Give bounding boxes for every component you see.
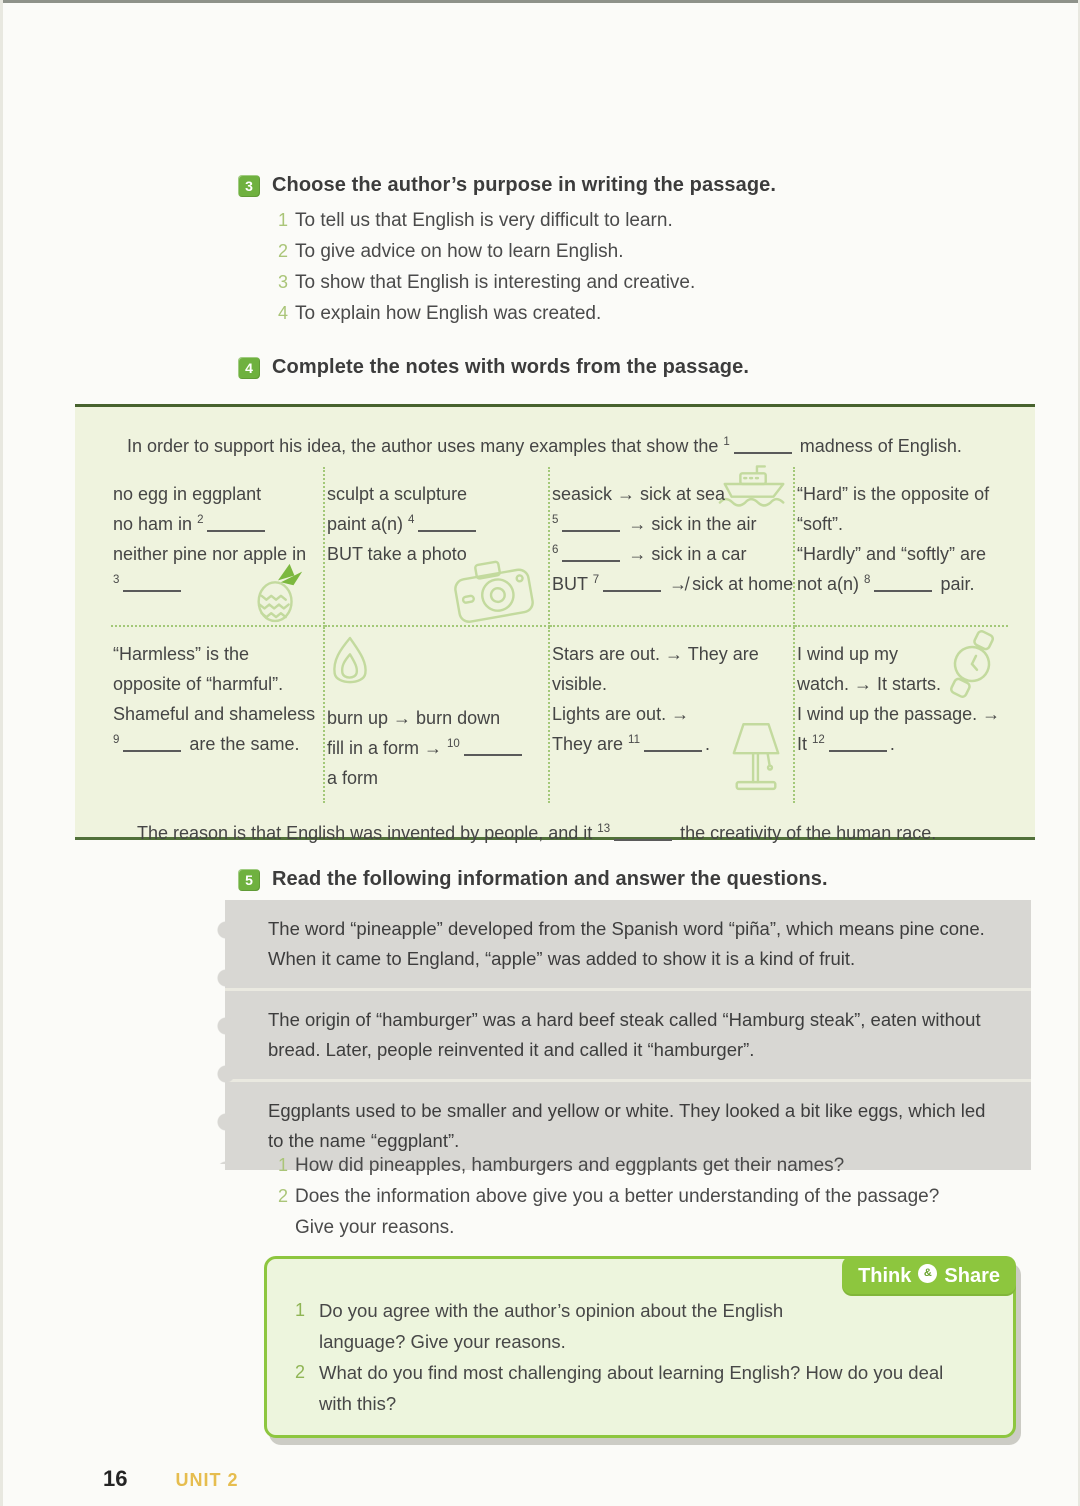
question-text: Does the information above give you a better understanding of the passage? Give your reasons. — [295, 1186, 940, 1238]
option-number: 1 — [277, 210, 288, 230]
lightbulb-icon — [918, 1264, 937, 1283]
info-paper-box — [225, 900, 1031, 1170]
option-row — [270, 267, 998, 298]
note-cell-burn: burn up → burn down fill in a form → $^{10}$ a form — [325, 627, 550, 803]
question-row — [270, 1150, 1030, 1181]
option-text: To explain how English was created. — [295, 303, 602, 324]
note-cell-wind-up: I wind up my watch. → It starts. I wind up the passage. → It $^{12}$ . — [795, 627, 1008, 803]
exercise-5-badge: 5 — [238, 869, 260, 891]
question-number: 2 — [295, 1362, 306, 1382]
option-row — [270, 298, 998, 329]
question-number: 1 — [277, 1155, 288, 1175]
question-number: 1 — [295, 1300, 306, 1320]
exercise-3-section — [238, 174, 998, 329]
think-share-tab — [842, 1256, 1016, 1296]
question-text: Do you agree with the author’s opinion about the English language? Give your reasons. — [319, 1300, 784, 1352]
info-paragraph-pineapple: The word “pineapple” developed from the Spanish word “piña”, which means pine cone. When it came to England, “apple” was added to show it is a kind of fruit. — [225, 900, 1031, 991]
page-number: 16 — [103, 1466, 128, 1491]
info-paragraph-eggplant: Eggplants used to be smaller and yellow or white. They looked a bit like eggs, which led to the name “eggplant”. — [268, 1100, 986, 1151]
info-paragraph-hamburger: The origin of “hamburger” was a hard beef steak called “Hamburg steak”, eaten without bread. Later, people reinvented it and called it “hamburger”. — [225, 991, 1031, 1082]
photo-left-edge — [0, 0, 3, 1506]
question-number: 2 — [277, 1186, 288, 1206]
exercise-5-questions — [270, 1150, 1030, 1243]
exercise-3-badge: 3 — [238, 175, 260, 197]
exercise-4-title: Complete the notes with words from the passage. — [272, 356, 749, 378]
exercise-4-badge: 4 — [238, 357, 260, 379]
note-cell-photo: sculpt a sculpture paint a(n) $^4$ BUT take a photo — [325, 467, 550, 627]
think-question-row — [295, 1295, 987, 1357]
notes-box — [75, 404, 1035, 843]
note-cell-hard-soft: “Hard” is the opposite of “soft”. “Hardly” and “softly” are not a(n) $^8$ pair. — [795, 467, 1008, 627]
question-row — [270, 1181, 1030, 1243]
exercise-3-header — [238, 174, 998, 197]
note-cell-lights: Stars are out. → They are visible. Lights are out. → They are $^{11}$ . — [550, 627, 795, 803]
notes-grid — [111, 467, 1005, 803]
note-cell-sick: seasick → sick at sea $^5$ → sick in the air $^6$ → sick in a car BUT $^7$ ↛ sick at home — [550, 467, 795, 627]
option-number: 4 — [277, 303, 288, 323]
notes-intro-line: In order to support his idea, the author uses many examples that show the $^1$ madness of English. — [127, 436, 962, 456]
option-number: 2 — [277, 241, 288, 261]
think-question-row — [295, 1357, 987, 1419]
ampersand: & — [923, 1267, 932, 1279]
photo-top-edge — [0, 0, 1080, 3]
option-row — [270, 236, 998, 267]
note-cell-eggplant: no egg in eggplant no ham in $^2$ neither pine nor apple in $^3$ — [111, 467, 325, 627]
exercise-3-options — [270, 205, 998, 329]
option-number: 3 — [277, 272, 288, 292]
exercise-5-header — [238, 868, 1018, 891]
note-cell-harmless: “Harmless” is the opposite of “harmful”. Shameful and shameless $^9$ are the same. — [111, 627, 325, 803]
exercise-3-title: Choose the author’s purpose in writing the passage. — [272, 174, 777, 196]
option-text: To tell us that English is very difficult to learn. — [295, 210, 673, 231]
think-label: Think — [858, 1264, 912, 1287]
unit-label: UNIT 2 — [175, 1470, 239, 1490]
exercise-5-title: Read the following information and answer the questions. — [272, 868, 828, 890]
notes-closing-line: The reason is that English was invented by people, and it $^{13}$ the creativity of the human race. — [137, 823, 937, 843]
think-share-box — [264, 1256, 1016, 1438]
option-row — [270, 205, 998, 236]
page-footer — [103, 1466, 239, 1492]
question-text: What do you find most challenging about learning English? How do you deal with this? — [319, 1362, 944, 1414]
share-label: Share — [944, 1264, 1000, 1287]
question-text: How did pineapples, hamburgers and eggplants get their names? — [295, 1155, 845, 1176]
exercise-4-header — [238, 356, 998, 379]
option-text: To give advice on how to learn English. — [295, 241, 624, 262]
option-text: To show that English is interesting and creative. — [295, 272, 696, 293]
